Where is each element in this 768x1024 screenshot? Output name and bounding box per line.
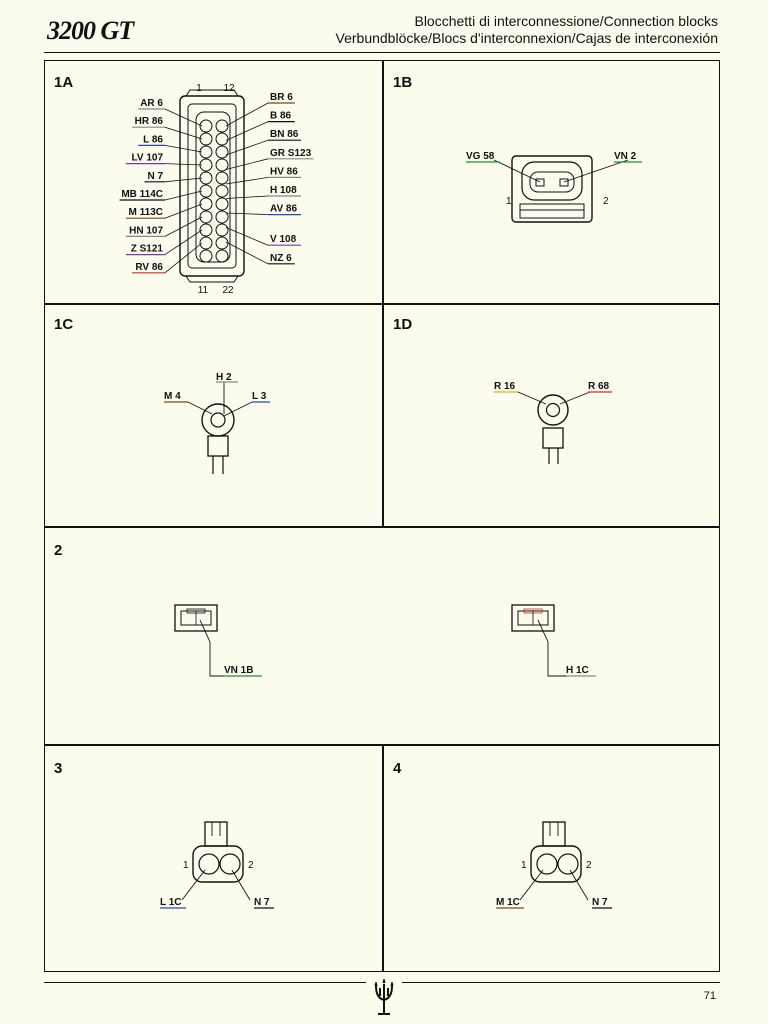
label-2-right: H 1C: [566, 665, 589, 676]
panel-label-1c: 1C: [54, 316, 74, 333]
pin-label-left: HN 107: [129, 225, 163, 237]
label-1d-left: R 16: [494, 381, 516, 392]
pin-label-right: AV 86: [270, 203, 298, 215]
label-1b-left: VG 58: [466, 151, 495, 162]
pin-label-right: H 108: [270, 185, 297, 196]
leader-line: [226, 140, 268, 155]
label-4-left: M 1C: [496, 897, 520, 908]
panel-label-4: 4: [393, 760, 402, 777]
title-line-2: Verbundblöcke/Blocs d'interconnexion/Cajas de interconexión: [335, 30, 718, 46]
label-1c-top: H 2: [216, 372, 232, 383]
pin-1-label: 1: [196, 83, 202, 94]
pin-label-right: V 108: [270, 234, 297, 246]
connector-3: [160, 822, 274, 908]
pin-label-right: BN 86: [270, 129, 299, 141]
pin-hole: [216, 198, 228, 210]
trident-emblem-icon: [366, 978, 402, 1018]
pin-label-right: NZ 6: [270, 252, 292, 264]
label-1c-right: L 3: [252, 391, 267, 402]
panel-label-1d: 1D: [393, 316, 413, 333]
label-1c-left: M 4: [164, 391, 181, 402]
pin-hole: [216, 237, 228, 249]
label-3-left: L 1C: [160, 897, 182, 908]
pin-hole: [216, 185, 228, 197]
leader-line: [226, 159, 268, 170]
pin-hole: [200, 250, 212, 262]
pin-12-label: 12: [223, 83, 235, 94]
connector-4: [496, 822, 612, 908]
panel-label-1a: 1A: [54, 74, 74, 91]
pin-label-left: L 86: [143, 134, 163, 146]
ring-terminal-1d: [494, 392, 612, 464]
pin-label-left: AR 6: [140, 98, 163, 109]
panel-label-2: 2: [54, 542, 63, 559]
pin-label-left: RV 86: [135, 261, 163, 273]
pin-11-label: 11: [197, 285, 209, 296]
leader-line: [226, 122, 268, 141]
panel-label-1b: 1B: [393, 74, 413, 91]
pin-hole: [216, 146, 228, 158]
pin-3-2: 2: [248, 860, 254, 871]
pin-hole: [216, 172, 228, 184]
leader-line: [226, 228, 268, 246]
connector-1b: [466, 156, 642, 222]
pin-4-1: 1: [521, 860, 527, 871]
pin-label-left: LV 107: [131, 152, 163, 164]
label-1b-right: VN 2: [614, 151, 637, 162]
label-4-right: N 7: [592, 897, 608, 908]
pin-label-left: Z S121: [130, 243, 163, 255]
label-1d-right: R 68: [588, 381, 610, 392]
label-3-right: N 7: [254, 897, 270, 908]
pin-label-left: HR 86: [134, 116, 163, 128]
pin-label-left: M 113C: [128, 207, 163, 219]
pin-hole: [216, 250, 228, 262]
leader-line: [226, 196, 268, 199]
pin-1b-2: 2: [603, 196, 609, 207]
pin-22-label: 22: [222, 285, 234, 296]
leader-line: [226, 177, 268, 184]
pin-label-left: MB 114C: [121, 189, 163, 200]
pin-3-1: 1: [183, 860, 189, 871]
pin-label-right: BR 6: [270, 92, 293, 103]
leader-line: [226, 213, 268, 215]
brand-logo: 3200 GT: [47, 16, 134, 45]
pin-1b-1: 1: [506, 196, 512, 207]
title-line-1: Blocchetti di interconnessione/Connection blocks: [414, 13, 718, 29]
pin-label-left: N 7: [147, 170, 163, 182]
page-number: 71: [703, 990, 716, 1002]
pin-hole: [216, 133, 228, 145]
pin-label-right: GR S123: [270, 147, 312, 159]
pin-4-2: 2: [586, 860, 592, 871]
panel-label-3: 3: [54, 760, 63, 777]
pin-label-right: HV 86: [270, 166, 298, 178]
label-2-left: VN 1B: [224, 665, 254, 676]
leader-line: [226, 103, 268, 126]
pin-hole: [216, 224, 228, 236]
pin-label-right: B 86: [270, 110, 292, 122]
leader-line: [226, 242, 268, 264]
